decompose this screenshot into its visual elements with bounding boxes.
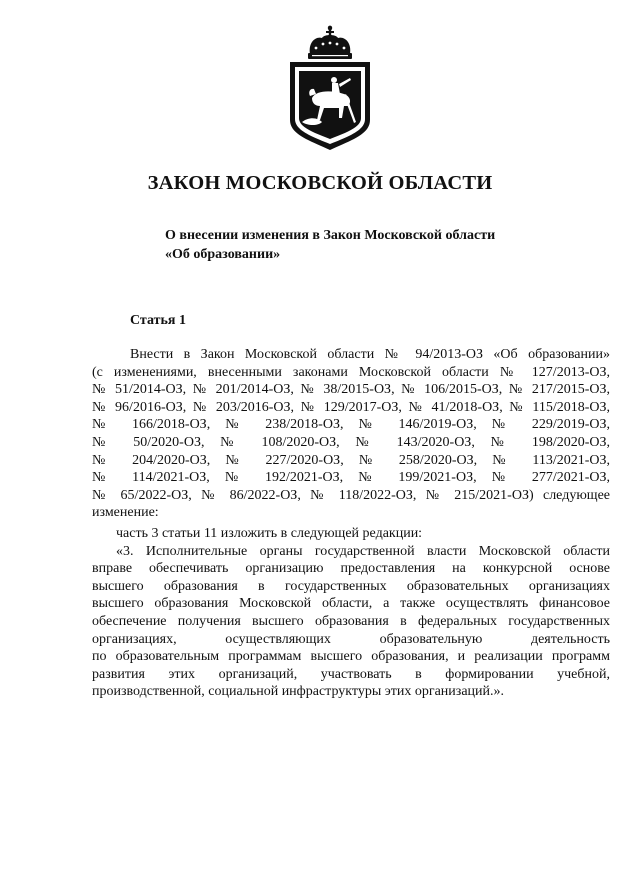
quote-line: высшего образования в государственных образовательных организациях	[92, 578, 610, 594]
text-line: № 96/2016-ОЗ, № 203/2016-ОЗ, № 129/2017-ОЗ, № 41/2018-ОЗ, № 115/2018-ОЗ,	[92, 399, 610, 415]
article-paragraph-amendment	[92, 346, 610, 522]
article-heading: Статья 1	[130, 313, 186, 328]
text-line: (с изменениями, внесенными законами Московской области № 127/2013-ОЗ,	[92, 364, 610, 380]
subtitle-line: О внесении изменения в Закон Московской области	[165, 228, 496, 243]
document-subtitle	[165, 226, 585, 264]
text-line: № 166/2018-ОЗ, № 238/2018-ОЗ, № 146/2019-ОЗ, № 229/2019-ОЗ,	[92, 417, 610, 433]
text-line: № 50/2020-ОЗ, № 108/2020-ОЗ, № 143/2020-ОЗ, № 198/2020-ОЗ,	[92, 434, 610, 450]
quote-line: по образовательным программам высшего образования, и реализации программ	[92, 649, 610, 665]
text-line: Внести в Закон Московской области № 94/2013-ОЗ «Об образовании»	[130, 347, 610, 362]
text-line: № 204/2020-ОЗ, № 227/2020-ОЗ, № 258/2020-ОЗ, № 113/2021-ОЗ,	[92, 452, 610, 468]
text-line: № 65/2022-ОЗ, № 86/2022-ОЗ, № 118/2022-ОЗ, № 215/2021-ОЗ) следующее	[92, 487, 610, 503]
quote-line: высшего образования Московской области, а также осуществлять финансовое	[92, 596, 610, 612]
document-title: ЗАКОН МОСКОВСКОЙ ОБЛАСТИ	[147, 172, 493, 194]
quote-line: «3. Исполнительные органы государственной власти Московской области	[116, 543, 610, 559]
quote-line: производственной, социальной инфраструктуры этих организаций.».	[92, 684, 505, 700]
quote-line: обеспечение получения высшего образования в федеральных государственных	[92, 613, 610, 629]
quote-line: организациях, осуществляющих образовательную деятельность	[92, 631, 610, 647]
article-paragraph-wording	[92, 525, 610, 701]
subtitle-line: «Об образовании»	[165, 247, 281, 262]
quote-line: вправе обеспечивать организацию предоставления на конкурсной основе	[92, 561, 610, 577]
text-line: изменение:	[92, 505, 159, 521]
text-line: № 51/2014-ОЗ, № 201/2014-ОЗ, № 38/2015-ОЗ, № 106/2015-ОЗ, № 217/2015-ОЗ,	[92, 382, 610, 398]
text-line: № 114/2021-ОЗ, № 192/2021-ОЗ, № 199/2021-ОЗ, № 277/2021-ОЗ,	[92, 470, 610, 486]
moscow-oblast-coat-of-arms	[282, 22, 378, 152]
quote-line: развития этих организаций, участвовать в формировании учебной,	[92, 666, 610, 682]
text-line: часть 3 статьи 11 изложить в следующей редакции:	[116, 526, 423, 541]
